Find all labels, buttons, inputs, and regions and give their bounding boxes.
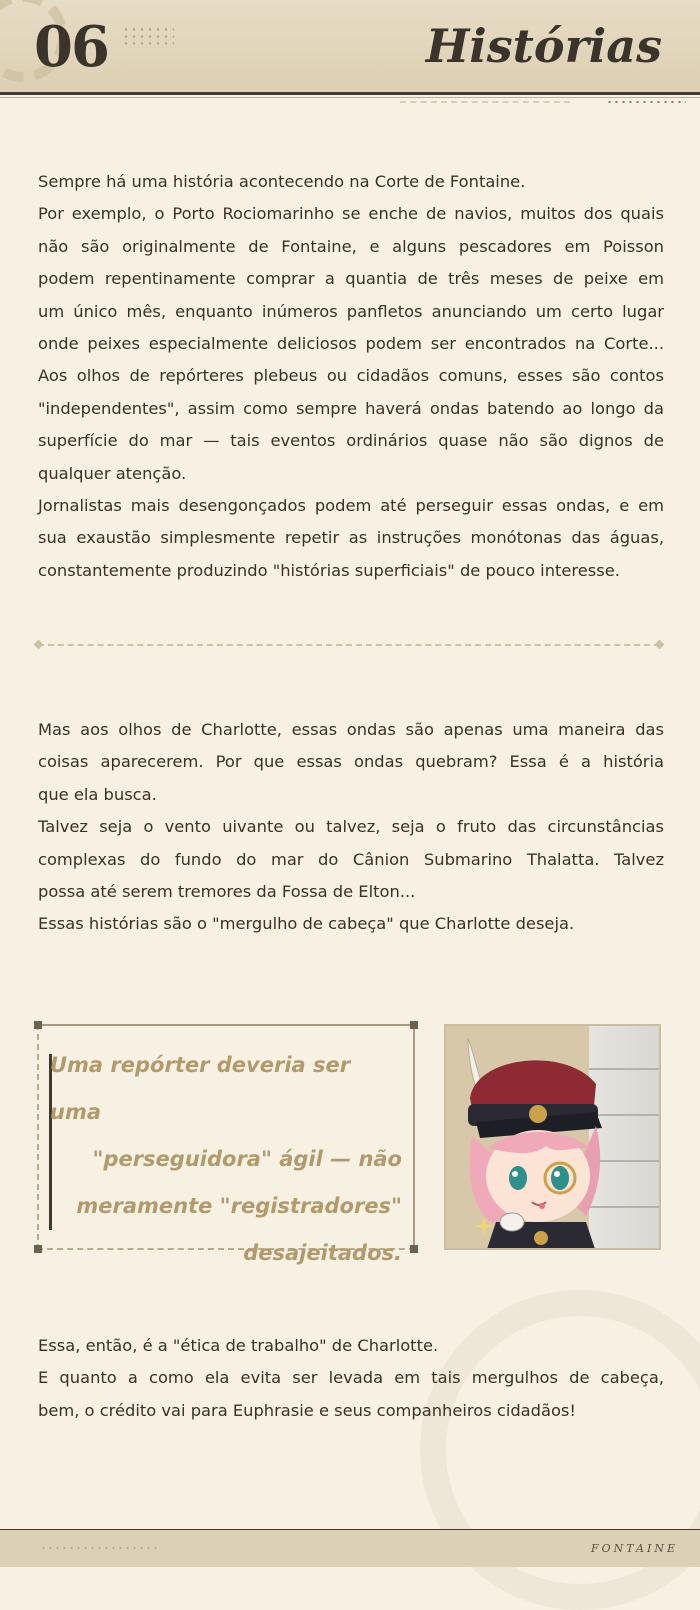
story-paragraph-1 (38, 166, 664, 587)
text-line: qualquer atenção. (38, 463, 187, 483)
text-line: sua exaustão simplesmente repetir as instruções monótonas das águas, (38, 528, 664, 548)
chapter-number: 06 (34, 14, 108, 80)
footer-dot-ornament (40, 1546, 160, 1550)
text-line: Mas aos olhos de Charlotte, essas ondas são apenas uma maneira das (38, 720, 664, 739)
text-line: bem, o crédito vai para Euphrasie e seus companheiros cidadãos! (38, 1400, 576, 1420)
quote-line: desajeitados. (243, 1241, 402, 1265)
divider-end-ornament (655, 640, 665, 650)
text-line: Essa, então, é a "ética de trabalho" de Charlotte. (38, 1336, 439, 1355)
text-line: complexas do fundo do mar do Cânion Submarino Thalatta. Talvez (38, 849, 664, 869)
text-line: não são originalmente de Fontaine, e alguns pescadores em Poisson (38, 236, 664, 256)
text-line: que ela busca. (38, 784, 157, 804)
page-header (0, 0, 700, 92)
frame-corner (410, 1021, 418, 1029)
quote-line: meramente "registradores" (76, 1194, 402, 1218)
frame-edge (37, 1024, 415, 1026)
header-dash-ornament (400, 101, 570, 104)
footer-brand: FONTAINE (591, 1542, 678, 1555)
character-portrait (444, 1024, 661, 1250)
section-divider (38, 644, 660, 646)
dot-grid-ornament (122, 26, 174, 48)
text-line: constantemente produzindo "histórias superficiais" de pouco interesse. (38, 560, 620, 580)
header-rule-thin (0, 97, 700, 98)
text-line: Essas histórias são o "mergulho de cabeça" que Charlotte deseja. (38, 914, 575, 934)
text-line: Talvez seja o vento uivante ou talvez, seja o fruto das circunstâncias (38, 817, 664, 837)
story-paragraph-2 (38, 714, 664, 941)
frame-corner (34, 1245, 42, 1253)
divider-end-ornament (34, 640, 44, 650)
section-title: Histórias (425, 19, 662, 73)
text-line: onde peixes especialmente deliciosos podem ser encontrados na Corte... (38, 334, 664, 354)
frame-corner (410, 1245, 418, 1253)
pull-quote (50, 1042, 402, 1277)
text-line: "independentes", assim como sempre haverá ondas batendo ao longo da (38, 398, 664, 418)
header-rule (0, 92, 700, 95)
story-paragraph-3 (38, 1330, 664, 1427)
sparkle-icon (474, 1216, 494, 1236)
text-line: Sempre há uma história acontecendo na Corte de Fontaine. (38, 172, 526, 191)
text-line: Jornalistas mais desengonçados podem até perseguir essas ondas, e em (38, 496, 664, 516)
quote-line: "perseguidora" ágil — não (92, 1147, 402, 1171)
frame-corner (34, 1021, 42, 1029)
frame-edge (37, 1024, 39, 1250)
text-line: superfície do mar — tais eventos ordinários quase não são dignos de (38, 431, 664, 451)
text-line: Aos olhos de repórteres plebeus ou cidadãos comuns, esses são contos (38, 366, 664, 386)
header-dot-ornament (606, 100, 686, 104)
quote-line: Uma repórter deveria ser uma (50, 1053, 351, 1124)
text-line: Por exemplo, o Porto Rociomarinho se enche de navios, muitos dos quais (38, 204, 664, 224)
text-line: um único mês, enquanto inúmeros panfletos anunciando um certo lugar (38, 301, 664, 321)
text-line: podem repentinamente comprar a quantia de três meses de peixe em (38, 269, 664, 289)
text-line: E quanto a como ela evita ser levada em tais mergulhos de cabeça, (38, 1368, 664, 1388)
text-line: coisas aparecerem. Por que essas ondas quebram? Essa é a história (38, 752, 664, 772)
text-line: possa até serem tremores da Fossa de Elton... (38, 882, 416, 902)
frame-edge (413, 1024, 415, 1250)
